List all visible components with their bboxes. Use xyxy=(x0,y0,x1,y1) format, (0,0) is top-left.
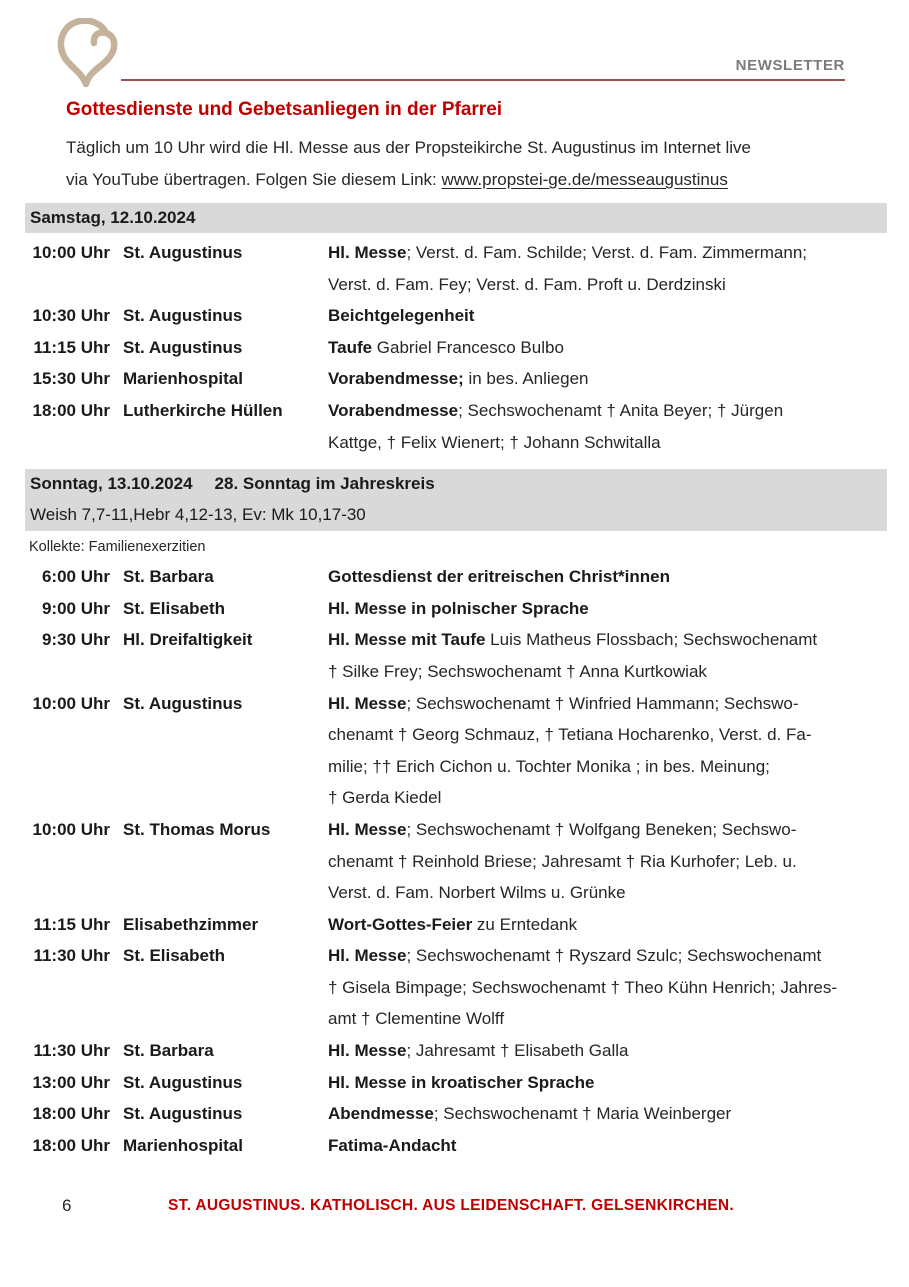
row-time: 18:00 Uhr xyxy=(32,1104,110,1124)
section-name: 28. Sonntag im Jahreskreis xyxy=(214,474,435,494)
section-readings: Weish 7,7-11,Hebr 4,12-13, Ev: Mk 10,17-30 xyxy=(30,505,366,525)
row-place: St. Thomas Morus xyxy=(123,819,271,839)
row-place: Elisabethzimmer xyxy=(123,914,259,934)
row-place: St. Barbara xyxy=(123,1041,214,1061)
row-description: Hl. Messe; Sechswochenamt † Winfried Hammann; Sechswo- chenamt † Georg Schmauz, † Tetiana Hocharenko, Verst. d. Fa- milie; †† Erich Cichon u. Tochter Monika ; in bes. Meinung; † Gerda Kiedel xyxy=(328,693,812,808)
row-time: 15:30 Uhr xyxy=(32,369,110,389)
row-place: Lutherkirche Hüllen xyxy=(123,400,283,420)
row-description: Wort-Gottes-Feier zu Erntedank xyxy=(328,914,578,934)
intro-paragraph xyxy=(66,132,856,196)
schedule-row xyxy=(25,1067,887,1099)
kollekte-note: Kollekte: Familienexerzitien xyxy=(29,539,206,556)
schedule-row xyxy=(25,1035,887,1067)
row-time: 9:30 Uhr xyxy=(41,630,110,650)
schedule-row xyxy=(25,593,887,625)
schedule-row xyxy=(25,688,887,814)
schedule-row xyxy=(25,909,887,941)
row-description: Hl. Messe; Sechswochenamt † Ryszard Szulc; Sechswochenamt † Gisela Bimpage; Sechswochenamt † Theo Kühn Henrich; Jahres- amt † Clementine Wolff xyxy=(328,946,838,1029)
schedule-row xyxy=(25,1130,887,1162)
row-description: Hl. Messe; Verst. d. Fam. Schilde; Verst. d. Fam. Zimmermann; Verst. d. Fam. Fey; Verst. d. Fam. Proft u. Derdzinski xyxy=(328,243,807,294)
schedule-row xyxy=(25,1098,887,1130)
row-time: 10:00 Uhr xyxy=(32,243,110,262)
schedule-row xyxy=(25,300,887,332)
row-time: 11:15 Uhr xyxy=(33,337,110,357)
schedule-row xyxy=(25,624,887,687)
row-time: 11:30 Uhr xyxy=(33,1041,110,1061)
row-description: Hl. Messe; Jahresamt † Elisabeth Galla xyxy=(328,1041,629,1061)
row-time: 18:00 Uhr xyxy=(32,400,110,420)
row-description: Fatima-Andacht xyxy=(328,1135,457,1155)
row-description: Hl. Messe; Sechswochenamt † Wolfgang Beneken; Sechswo- chenamt † Reinhold Briese; Jahresamt † Ria Kurhofer; Leb. u. Verst. d. Fam. Norbert Wilms u. Grünke xyxy=(328,819,797,903)
section-date: Samstag, 12.10.2024 xyxy=(30,208,196,227)
section-header-bar xyxy=(25,469,887,531)
row-place: St. Augustinus xyxy=(123,1072,243,1092)
header-rule xyxy=(121,79,845,81)
row-time: 9:00 Uhr xyxy=(41,598,110,618)
row-description: Vorabendmesse; Sechswochenamt † Anita Beyer; † Jürgen Kattge, † Felix Wienert; † Johann Schwitalla xyxy=(328,400,784,452)
row-place: Marienhospital xyxy=(123,369,243,389)
footer-tagline: ST. AUGUSTINUS. KATHOLISCH. AUS LEIDENSCHAFT. GELSENKIRCHEN. xyxy=(168,1197,734,1214)
schedule xyxy=(25,203,887,1161)
schedule-row xyxy=(25,332,887,364)
schedule-row xyxy=(25,363,887,395)
row-place: St. Augustinus xyxy=(123,693,243,713)
row-time: 18:00 Uhr xyxy=(32,1135,110,1155)
row-time: 6:00 Uhr xyxy=(41,567,110,587)
row-description: Vorabendmesse; in bes. Anliegen xyxy=(328,369,589,389)
row-description: Hl. Messe mit Taufe Luis Matheus Flossbach; Sechswochenamt † Silke Frey; Sechswochenamt † Anna Kurtkowiak xyxy=(328,630,818,681)
row-description: Taufe Gabriel Francesco Bulbo xyxy=(328,337,564,357)
newsletter-label: NEWSLETTER xyxy=(735,57,845,74)
row-time: 10:30 Uhr xyxy=(32,306,110,326)
row-place: St. Elisabeth xyxy=(123,946,226,966)
schedule-row xyxy=(25,940,887,1035)
row-description: Beichtgelegenheit xyxy=(328,306,475,326)
schedule-row xyxy=(25,395,887,458)
row-place: St. Elisabeth xyxy=(123,598,226,618)
section-header-bar xyxy=(25,203,887,233)
row-place: St. Augustinus xyxy=(123,337,243,357)
row-time: 10:00 Uhr xyxy=(32,819,110,839)
page-number: 6 xyxy=(62,1196,72,1215)
intro-line2: via YouTube übertragen. Folgen Sie diesem Link: xyxy=(66,170,442,189)
row-place: St. Augustinus xyxy=(123,306,243,326)
row-place: St. Augustinus xyxy=(123,1104,243,1124)
row-time: 13:00 Uhr xyxy=(32,1072,110,1092)
row-description: Hl. Messe in kroatischer Sprache xyxy=(328,1072,595,1092)
schedule-row xyxy=(25,237,887,300)
page-title: Gottesdienste und Gebetsanliegen in der Pfarrei xyxy=(66,99,503,120)
row-time: 10:00 Uhr xyxy=(32,693,110,713)
row-time: 11:15 Uhr xyxy=(33,914,110,934)
section-date: Sonntag, 13.10.2024 xyxy=(30,474,193,494)
row-place: Marienhospital xyxy=(123,1135,243,1155)
schedule-row xyxy=(25,814,887,909)
row-place: St. Barbara xyxy=(123,567,214,587)
row-place: St. Augustinus xyxy=(123,243,243,262)
row-description: Hl. Messe in polnischer Sprache xyxy=(328,598,589,618)
messe-link[interactable]: www.propstei-ge.de/messeaugustinus xyxy=(441,170,728,189)
intro-line1: Täglich um 10 Uhr wird die Hl. Messe aus der Propsteikirche St. Augustinus im Internet live xyxy=(66,138,752,157)
row-time: 11:30 Uhr xyxy=(33,946,110,966)
row-description: Abendmesse; Sechswochenamt † Maria Weinberger xyxy=(328,1104,732,1124)
heart-logo-icon xyxy=(56,18,126,94)
row-place: Hl. Dreifaltigkeit xyxy=(123,630,253,650)
row-description: Gottesdienst der eritreischen Christ*innen xyxy=(328,567,670,587)
schedule-row xyxy=(25,561,887,593)
